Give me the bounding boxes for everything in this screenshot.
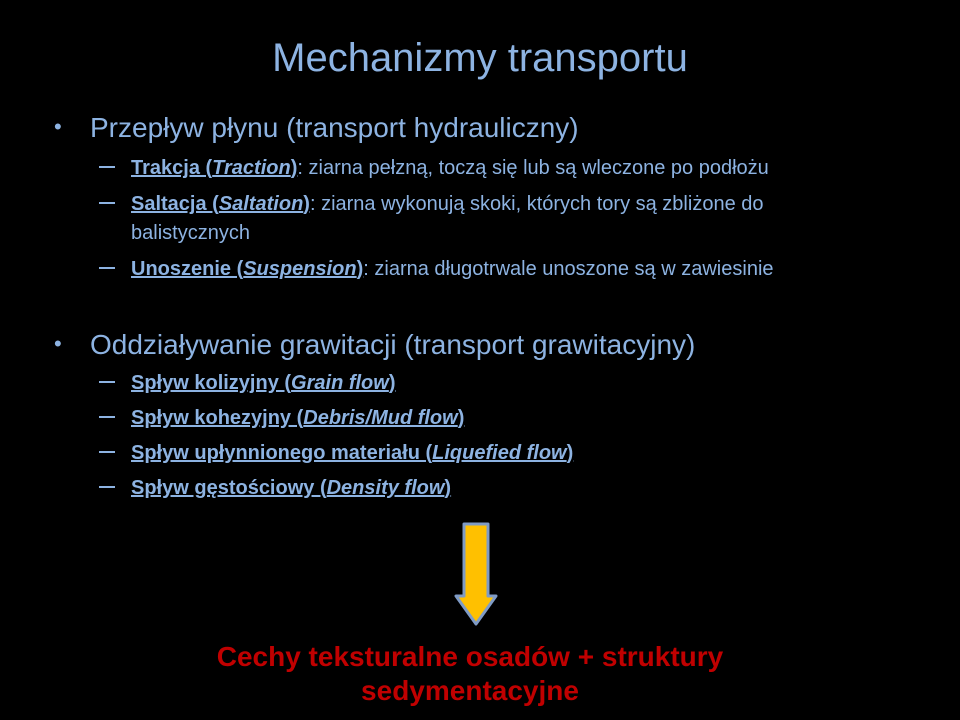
dash-icon (99, 166, 115, 168)
dash-icon (99, 381, 115, 383)
term-suspension: Unoszenie (Suspension) (131, 258, 364, 280)
dash-icon (99, 486, 115, 488)
bullet-dot-icon: • (54, 114, 62, 139)
down-arrow-icon (454, 522, 498, 626)
desc-traction: : ziarna pełzną, toczą się lub są wleczone po podłożu (297, 157, 769, 179)
dash-icon (99, 416, 115, 418)
item-density-flow (99, 477, 451, 500)
bullet-gravity (54, 329, 695, 361)
result-line-2: sedymentacyjne (361, 675, 579, 706)
desc-saltation-cont: balistycznych (131, 222, 250, 244)
item-liquefied-flow (99, 442, 573, 465)
item-traction (99, 157, 769, 180)
item-debris-flow (99, 407, 464, 430)
down-arrow-shape (456, 524, 496, 624)
heading-gravity: Oddziaływanie grawitacji (transport grawitacyjny) (90, 329, 696, 360)
term-density-flow: Spływ gęstościowy (Density flow) (131, 477, 452, 499)
dash-icon (99, 451, 115, 453)
result-text (0, 640, 940, 708)
heading-hydraulic: Przepływ płynu (transport hydrauliczny) (90, 112, 579, 143)
bullet-dot-icon: • (54, 331, 62, 356)
term-saltation: Saltacja (Saltation) (131, 193, 310, 215)
item-suspension (99, 258, 774, 281)
term-traction: Trakcja (Traction) (131, 157, 298, 179)
dash-icon (99, 267, 115, 269)
desc-suspension: : ziarna długotrwale unoszone są w zawiesinie (363, 258, 774, 280)
term-liquefied-flow: Spływ upłynnionego materiału (Liquefied flow) (131, 442, 574, 464)
term-debris-flow: Spływ kohezyjny (Debris/Mud flow) (131, 407, 465, 429)
bullet-hydraulic (54, 112, 579, 144)
item-saltation (99, 193, 764, 216)
result-line-1: Cechy teksturalne osadów + struktury (216, 641, 724, 672)
desc-saltation: : ziarna wykonują skoki, których tory są zbliżone do (309, 193, 764, 215)
slide-title: Mechanizmy transportu (272, 36, 688, 80)
item-grain-flow (99, 372, 396, 395)
term-grain-flow: Spływ kolizyjny (Grain flow) (131, 372, 396, 394)
dash-icon (99, 202, 115, 204)
